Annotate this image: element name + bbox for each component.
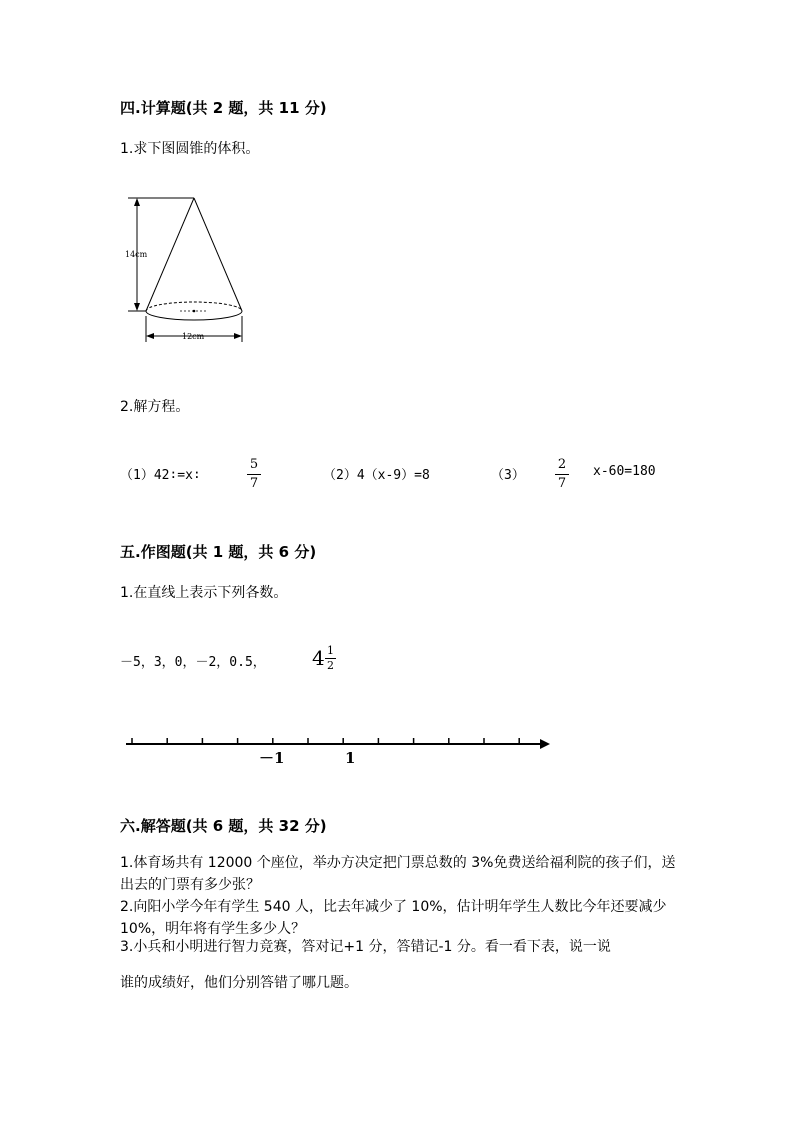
- cone-figure: [120, 190, 250, 350]
- equation-3-fraction: [555, 457, 569, 492]
- mixed-number-fraction: [325, 645, 336, 672]
- equation-1-prefix: （1）42∶=x∶: [120, 468, 201, 483]
- cone-base-back: [146, 302, 242, 311]
- equation-3-suffix: x-60=180: [593, 464, 656, 479]
- number-line-label-1: 1: [345, 749, 356, 767]
- problem-6-3-line1: 3.小兵和小明进行智力竞赛，答对记+1 分，答错记-1 分。看一看下表，说一说: [120, 939, 611, 955]
- cone-base-front: [146, 311, 242, 320]
- fraction-denominator: 2: [327, 659, 334, 672]
- fraction-denominator: 7: [557, 476, 567, 491]
- number-line-arrow: [540, 739, 550, 749]
- problem-6-3-line2: 谁的成绩好，他们分别答错了哪几题。: [120, 975, 358, 991]
- equation-1-fraction: [247, 457, 261, 492]
- question-4-2: 2.解方程。: [120, 399, 190, 415]
- section-5-title: 五.作图题(共 1 题，共 6 分): [120, 543, 317, 561]
- number-line: [120, 732, 560, 772]
- problem-6-1: 1.体育场共有 12000 个座位，举办方决定把门票总数的 3%免费送给福利院的孩子们，送出去的门票有多少张？: [120, 855, 676, 893]
- section-6-title: 六.解答题(共 6 题，共 32 分): [120, 817, 327, 835]
- cone-right-side: [194, 198, 242, 311]
- diameter-label: 12cm: [182, 332, 205, 341]
- cone-left-side: [146, 198, 194, 311]
- height-label: 14cm: [125, 250, 148, 259]
- section-4-title: 四.计算题(共 2 题，共 11 分): [120, 99, 327, 117]
- fraction-numerator: 1: [327, 644, 334, 657]
- fraction-numerator: 5: [249, 457, 259, 472]
- number-line-label-neg1: －1: [259, 749, 285, 767]
- question-4-1: 1.求下图圆锥的体积。: [120, 141, 260, 157]
- problem-6-2: 2.向阳小学今年有学生 540 人，比去年减少了 10%，估计明年学生人数比今年还要减少 10%，明年将有学生多少人？: [120, 899, 667, 937]
- equation-3-prefix: （3）: [491, 468, 525, 483]
- mixed-number-whole: 4: [312, 646, 325, 670]
- fraction-denominator: 7: [249, 476, 259, 491]
- fraction-numerator: 2: [557, 457, 567, 472]
- question-5-1: 1.在直线上表示下列各数。: [120, 585, 288, 601]
- numbers-to-plot: －5，3，0，－2，0.5，: [120, 655, 266, 670]
- equation-2: （2）4（x-9）=8: [323, 468, 430, 483]
